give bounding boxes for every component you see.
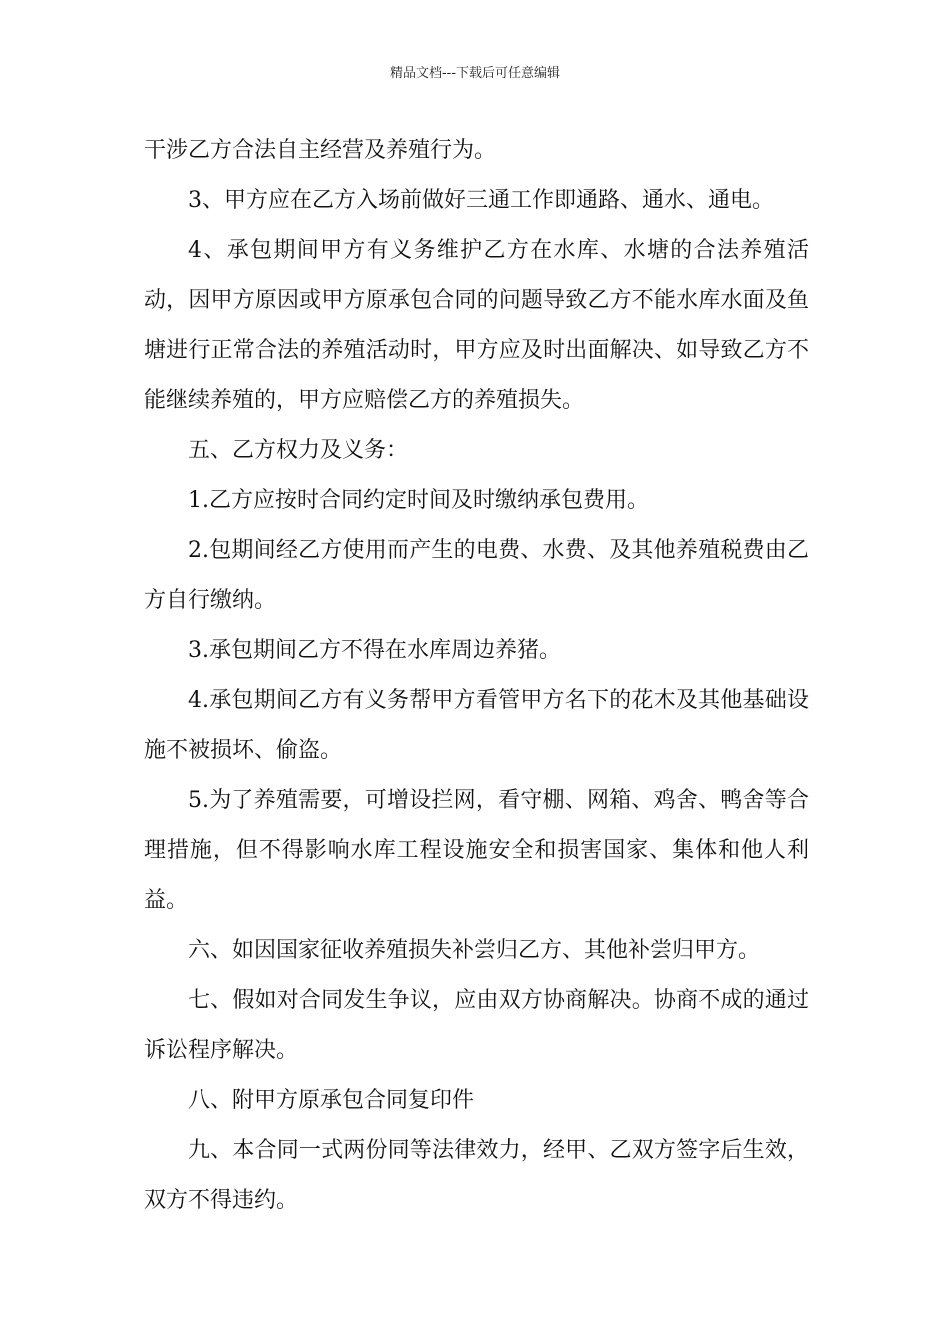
section-heading-five: 五、乙方权力及义务： [188,438,409,463]
document-body [144,126,809,1226]
section-six: 六、如因国家征收养殖损失补尝归乙方、其他补尝归甲方。 [188,938,761,963]
page-header: 精品文档---下载后可任意编辑 [389,66,561,81]
paragraph-item-4: 4.承包期间乙方有义务帮甲方看管甲方名下的花木及其他基础设施不被损坏、偷盗。 [144,688,809,763]
paragraph-item-2: 2.包期间经乙方使用而产生的电费、水费、及其他养殖税费由乙方自行缴纳。 [144,538,809,613]
paragraph-clause-3: 3、甲方应在乙方入场前做好三通工作即通路、通水、通电。 [188,188,774,213]
paragraph-clause-4: 4、承包期间甲方有义务维护乙方在水库、水塘的合法养殖活动，因甲方原因或甲方原承包合同的问题导致乙方不能水库水面及鱼塘进行正常合法的养殖活动时，甲方应及时出面解决、如导致乙方不能继续养殖的，甲方应赔偿乙方的养殖损失。 [144,238,809,413]
section-seven: 七、假如对合同发生争议，应由双方协商解决。协商不成的通过诉讼程序解决。 [144,988,809,1063]
paragraph-item-3: 3.承包期间乙方不得在水库周边养猪。 [188,638,561,663]
paragraph-item-1: 1.乙方应按时合同约定时间及时缴纳承包费用。 [188,488,649,513]
paragraph-continuation: 干涉乙方合法自主经营及养殖行为。 [144,138,497,163]
paragraph-item-5: 5.为了养殖需要，可增设拦网，看守棚、网箱、鸡舍、鸭舍等合理措施，但不得影响水库工程设施安全和损害国家、集体和他人利益。 [144,788,809,913]
section-eight: 八、附甲方原承包合同复印件 [188,1088,475,1113]
section-nine: 九、本合同一式两份同等法律效力，经甲、乙双方签字后生效，双方不得违约。 [144,1138,809,1213]
